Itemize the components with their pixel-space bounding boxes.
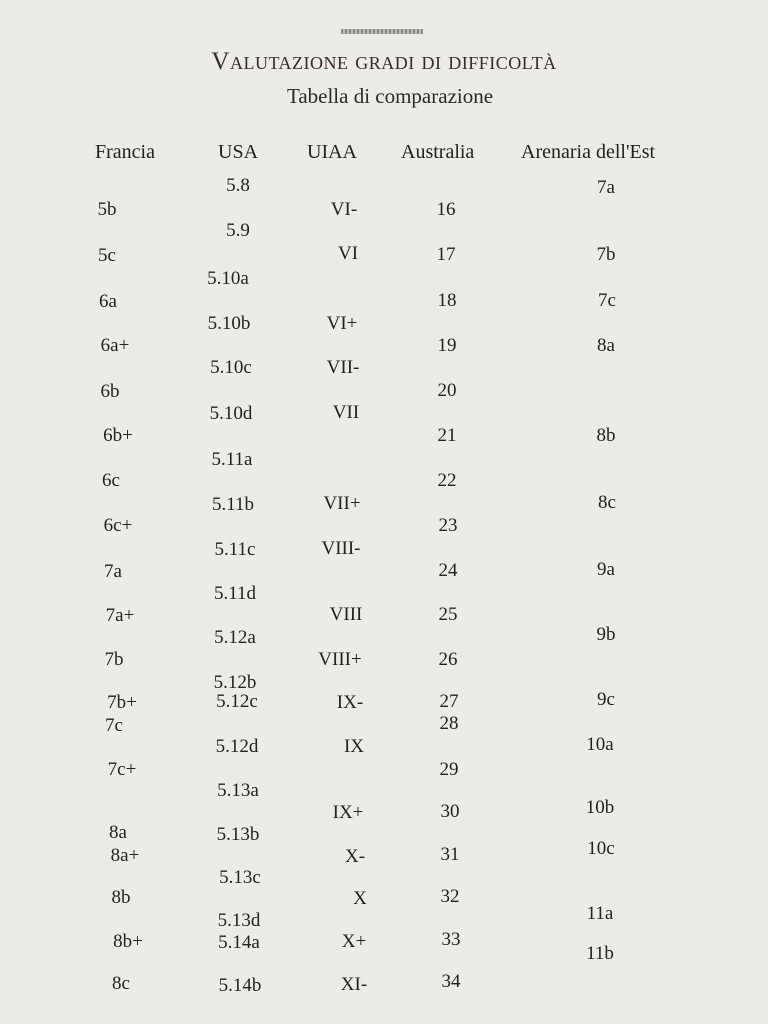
grade-cell-arenaria: 9b — [596, 624, 616, 645]
grade-cell-francia: 8a — [109, 822, 127, 843]
grade-cell-australia: 34 — [441, 971, 461, 992]
grade-cell-uiaa: VIII- — [321, 538, 361, 559]
grade-cell-australia: 20 — [437, 380, 457, 401]
grade-cell-arenaria: 11b — [586, 943, 614, 964]
grade-cell-australia: 28 — [439, 713, 459, 734]
grade-cell-francia: 8b+ — [113, 931, 143, 952]
grade-cell-francia: 8a+ — [110, 845, 140, 866]
grade-cell-uiaa: X+ — [341, 931, 367, 952]
grade-cell-australia: 23 — [438, 515, 458, 536]
grade-cell-arenaria: 11a — [586, 903, 614, 924]
grade-cell-uiaa: VIII — [329, 604, 363, 625]
grade-cell-usa: 5.12b — [213, 672, 257, 693]
grade-cell-francia: 7a — [104, 561, 122, 582]
grade-cell-arenaria: 7a — [597, 177, 615, 198]
grade-cell-usa: 5.11c — [214, 539, 256, 560]
grade-cell-usa: 5.9 — [226, 220, 250, 241]
grade-cell-francia: 7b — [104, 649, 124, 670]
grade-cell-arenaria: 10c — [587, 838, 615, 859]
grade-cell-australia: 33 — [441, 929, 461, 950]
grade-cell-uiaa: IX+ — [332, 802, 364, 823]
grade-cell-uiaa: VI — [337, 243, 359, 264]
grade-cell-usa: 5.13b — [216, 824, 260, 845]
grade-cell-francia: 6c — [102, 470, 120, 491]
grade-cell-francia: 6b — [100, 381, 120, 402]
grade-cell-francia: 8c — [112, 973, 130, 994]
grade-cell-australia: 24 — [438, 560, 458, 581]
header-arenaria: Arenaria dell'Est — [521, 141, 656, 163]
grade-cell-francia: 8b — [111, 887, 131, 908]
grade-cell-francia: 7c+ — [107, 759, 137, 780]
grade-cell-uiaa: XI- — [340, 974, 368, 995]
grade-cell-australia: 17 — [436, 244, 456, 265]
grade-cell-australia: 30 — [440, 801, 460, 822]
grade-cell-australia: 21 — [437, 425, 457, 446]
grade-cell-francia: 6b+ — [103, 425, 133, 446]
header-uiaa: UIAA — [307, 141, 357, 163]
grade-cell-australia: 26 — [438, 649, 458, 670]
grade-cell-arenaria: 9c — [597, 689, 615, 710]
grade-cell-australia: 16 — [436, 199, 456, 220]
grade-cell-australia: 22 — [437, 470, 457, 491]
header-usa: USA — [218, 141, 259, 163]
grade-cell-australia: 18 — [437, 290, 457, 311]
grade-cell-arenaria: 9a — [597, 559, 615, 580]
grade-cell-uiaa: VII+ — [323, 493, 361, 514]
decorative-rule — [341, 29, 423, 34]
grade-cell-usa: 5.10d — [209, 403, 253, 424]
grade-cell-australia: 29 — [439, 759, 459, 780]
grade-cell-usa: 5.14a — [218, 932, 260, 953]
grade-cell-arenaria: 8a — [597, 335, 615, 356]
grade-cell-uiaa: X — [353, 888, 367, 909]
grade-cell-francia: 7a+ — [105, 605, 135, 626]
grade-cell-usa: 5.10b — [207, 313, 251, 334]
grade-cell-arenaria: 10a — [586, 734, 614, 755]
grade-cell-arenaria: 7b — [596, 244, 616, 265]
page-title: Valutazione gradi di difficoltà — [211, 48, 557, 75]
grade-cell-australia: 25 — [438, 604, 458, 625]
grade-cell-usa: 5.12c — [216, 691, 258, 712]
grade-cell-francia: 6a+ — [100, 335, 130, 356]
grade-cell-uiaa: VI+ — [326, 313, 358, 334]
grade-cell-arenaria: 7c — [598, 290, 616, 311]
grade-cell-uiaa: VI- — [330, 199, 358, 220]
grade-cell-usa: 5.14b — [218, 975, 262, 996]
grade-cell-usa: 5.10c — [210, 357, 252, 378]
grade-cell-francia: 5b — [97, 199, 117, 220]
grade-cell-usa: 5.10a — [207, 268, 249, 289]
grade-cell-australia: 32 — [440, 886, 460, 907]
header-australia: Australia — [401, 141, 475, 163]
grade-cell-arenaria: 8c — [598, 492, 616, 513]
grade-cell-francia: 7b+ — [107, 692, 137, 713]
grade-cell-usa: 5.11a — [211, 449, 253, 470]
grade-cell-arenaria: 10b — [585, 797, 615, 818]
grade-cell-usa: 5.13d — [217, 910, 261, 931]
grade-cell-usa: 5.12a — [214, 627, 256, 648]
grade-cell-arenaria: 8b — [596, 425, 616, 446]
grade-cell-usa: 5.11d — [213, 583, 257, 604]
page-subtitle: Tabella di comparazione — [286, 84, 494, 108]
grade-cell-francia: 6a — [99, 291, 117, 312]
grade-cell-francia: 6c+ — [103, 515, 133, 536]
grade-cell-francia: 7c — [105, 715, 123, 736]
grade-cell-uiaa: VII — [332, 402, 360, 423]
grade-cell-australia: 31 — [440, 844, 460, 865]
grade-cell-usa: 5.8 — [226, 175, 250, 196]
grade-cell-uiaa: IX — [343, 736, 365, 757]
grade-cell-usa: 5.13c — [219, 867, 261, 888]
grade-cell-uiaa: IX- — [336, 692, 364, 713]
grade-cell-australia: 27 — [439, 691, 459, 712]
grade-cell-uiaa: VIII+ — [318, 649, 362, 670]
grade-cell-usa: 5.13a — [217, 780, 259, 801]
grade-cell-uiaa: X- — [344, 846, 366, 867]
grade-cell-usa: 5.12d — [215, 736, 259, 757]
header-francia: Francia — [95, 141, 155, 163]
grade-cell-francia: 5c — [98, 245, 116, 266]
grade-cell-usa: 5.11b — [211, 494, 255, 515]
grade-cell-uiaa: VII- — [326, 357, 360, 378]
grade-cell-australia: 19 — [437, 335, 457, 356]
